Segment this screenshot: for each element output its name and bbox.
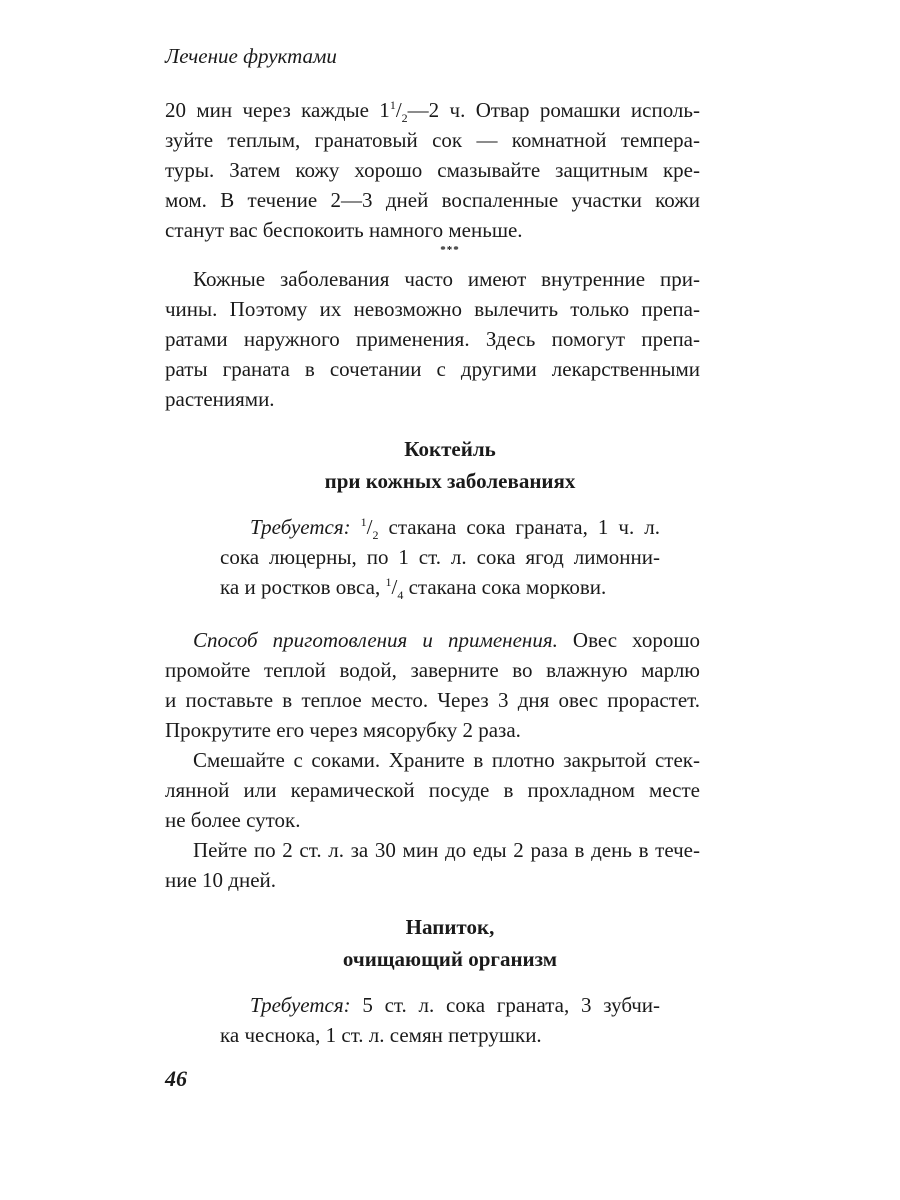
text-line: Требуется: $^1/_2$ стакана сока граната, 1 ч. л. [250, 515, 660, 543]
text-line: ка чеснока, 1 ст. л. семян петрушки. [220, 1023, 542, 1047]
text-line: Требуется: 5 ст. л. сока граната, 3 зубчи- [250, 993, 660, 1017]
ingredients-block [220, 512, 660, 602]
ingredients-block [220, 990, 660, 1050]
paragraph-continuation [165, 95, 700, 245]
text-line: 20 мин через каждые $1^1/_2—2$ ч. Отвар ромашки исполь- [165, 98, 700, 126]
text-line: сока люцерны, по 1 ст. л. сока ягод лимонни- [220, 545, 660, 569]
text-line: станут вас беспокоить намного меньше. [165, 218, 523, 242]
text-line: Прокрутите его через мясорубку 2 раза. [165, 718, 521, 742]
recipe-title-line: Коктейль [404, 437, 496, 461]
section-separator: *** [440, 244, 460, 256]
text-line: туры. Затем кожу хорошо смазывайте защитным кре- [165, 158, 700, 182]
text-line: раты граната в сочетании с другими лекарственными [165, 357, 700, 381]
recipe-heading [0, 433, 900, 497]
text-line: Смешайте с соками. Храните в плотно закрытой стек- [193, 748, 700, 772]
paragraph [165, 264, 700, 414]
running-header: Лечение фруктами [165, 44, 337, 68]
text-line: Кожные заболевания часто имеют внутренние при- [193, 267, 700, 291]
text-line: мом. В течение 2—3 дней воспаленные участки кожи [165, 188, 700, 212]
method-block [165, 625, 700, 895]
recipe-title-line: при кожных заболеваниях [324, 469, 576, 493]
text-line: ние 10 дней. [165, 868, 277, 892]
text-line: чины. Поэтому их невозможно вылечить только препа- [165, 297, 700, 321]
text-line: и поставьте в теплое место. Через 3 дня овес прорастет. [165, 688, 700, 712]
recipe-title-line: очищающий организм [342, 947, 558, 971]
text-line: растениями. [165, 387, 275, 411]
recipe-heading [0, 911, 900, 975]
text-line: промойте теплой водой, заверните во влажную марлю [165, 658, 700, 682]
text-line: ратами наружного применения. Здесь помогут препа- [165, 327, 700, 351]
text-line: зуйте теплым, гранатовый сок — комнатной темпера- [165, 128, 700, 152]
recipe-title-line: Напиток, [405, 915, 495, 939]
text-line: Пейте по 2 ст. л. за 30 мин до еды 2 раза в день в тече- [193, 838, 700, 862]
text-line: Способ приготовления и применения. Овес хорошо [193, 628, 700, 652]
text-line: не более суток. [165, 808, 301, 832]
page-number: 46 [165, 1066, 187, 1091]
text-line: лянной или керамической посуде в прохладном месте [165, 778, 700, 802]
text-line: ка и ростков овса, $^1/_4$ стакана сока моркови. [220, 575, 607, 603]
